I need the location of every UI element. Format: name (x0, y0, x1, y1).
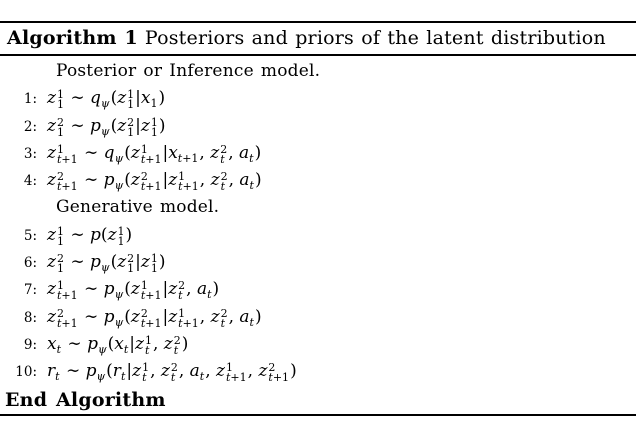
supsub: 1 1 (150, 252, 158, 276)
supsub: 2 1 (56, 252, 64, 276)
supsub: 2 t (170, 361, 178, 385)
algorithm-line (0, 222, 636, 249)
line-text: Posterior or Inference model. (56, 61, 321, 81)
algorithm-line (0, 167, 636, 194)
supsub: 2 t (220, 170, 228, 194)
line-math: z 2 1 ∼ $p_\psi(z$ 2 1 |z 1 1 ) (47, 115, 166, 139)
line-math: z 2 t+1 ∼ $p_\psi(z$ 2 t+1 |z 1 t+1 , z 2 t , $a_t$) (47, 306, 262, 330)
supsub: 1 1 (127, 88, 135, 112)
algorithm-end-label: End Algorithm (5, 388, 166, 411)
line-math: z 2 t+1 ∼ $p_\psi(z$ 2 t+1 |z 1 t+1 , z 2 t , $a_t$) (47, 170, 262, 194)
supsub: 1 t+1 (178, 170, 199, 194)
line-number: 7: (23, 282, 37, 299)
supsub: 1 1 (150, 115, 158, 139)
supsub: 2 1 (127, 115, 135, 139)
line-math: z 1 t+1 ∼ $p_\psi(z$ 1 t+1 |z 2 t , $a_t$) (47, 279, 220, 303)
line-math: z 1 1 ∼ p(z 1 1 ) (47, 224, 133, 248)
supsub: 2 t+1 (140, 170, 162, 194)
line-number: 8: (23, 309, 37, 326)
line-text: Generative model. (56, 197, 220, 218)
algorithm-line (0, 304, 636, 331)
supsub: 2 t (220, 306, 228, 330)
supsub: 1 t+1 (140, 279, 162, 303)
supsub: 2 t (220, 142, 228, 166)
supsub: 2 1 (56, 115, 64, 139)
line-math: $x_t$ ∼ $p_\psi(x_t|z$ 1 t , z 2 t ) (47, 333, 189, 357)
line-number: 9: (23, 336, 37, 353)
supsub: 2 1 (127, 252, 135, 276)
supsub: 2 t+1 (56, 306, 78, 330)
supsub: 1 t+1 (56, 142, 78, 166)
line-number: 5: (23, 227, 37, 244)
algorithm-comment-line (0, 194, 636, 221)
supsub: 2 t+1 (268, 361, 290, 385)
supsub: 2 t (178, 279, 186, 303)
line-math: z 1 1 ∼ $q_\psi(z$ 1 1 $|x_1$) (47, 88, 166, 112)
algorithm-lines (0, 56, 636, 386)
line-number: 4: (23, 173, 37, 190)
algorithm-line (0, 331, 636, 358)
supsub: 2 t+1 (140, 306, 162, 330)
algorithm-line (0, 113, 636, 140)
line-number: 3: (23, 145, 37, 162)
algorithm-line (0, 85, 636, 112)
algorithm-line (0, 276, 636, 303)
algorithm-caption (0, 23, 636, 54)
algorithm-line (0, 140, 636, 167)
algorithm-label: Algorithm 1 (7, 27, 138, 49)
algorithm-line (0, 249, 636, 276)
supsub: 1 t (142, 361, 150, 385)
supsub: 1 t (144, 333, 152, 357)
bottom-rule (0, 414, 636, 416)
line-number: 1: (23, 91, 37, 108)
supsub: 2 t+1 (56, 170, 78, 194)
line-number: 10: (15, 364, 37, 381)
line-math: $r_t$ ∼ $p_\psi(r_t|z$ 1 t , z 2 t , $a_t$, z 1 t+1 , z 2 t+1 ) (47, 361, 297, 385)
line-number: 2: (23, 118, 37, 135)
supsub: 1 t+1 (226, 361, 247, 385)
supsub: 1 1 (56, 88, 64, 112)
line-math: z 1 t+1 ∼ $q_\psi(z$ 1 t+1 $|x_{t+1}$, z 2 t , $a_t$) (47, 142, 262, 166)
line-number: 6: (23, 255, 37, 272)
line-math: z 2 1 ∼ $p_\psi(z$ 2 1 |z 1 1 ) (47, 252, 166, 276)
supsub: 1 1 (117, 224, 125, 248)
algorithm-comment-line (0, 58, 636, 85)
supsub: 1 1 (56, 224, 64, 248)
algorithm-line (0, 358, 636, 385)
supsub: 1 t+1 (56, 279, 78, 303)
algorithm-block (0, 21, 636, 416)
algorithm-title: Posteriors and priors of the latent distribution (144, 27, 606, 49)
supsub: 1 t+1 (178, 306, 199, 330)
supsub: 2 t (173, 333, 181, 357)
supsub: 1 t+1 (140, 142, 162, 166)
